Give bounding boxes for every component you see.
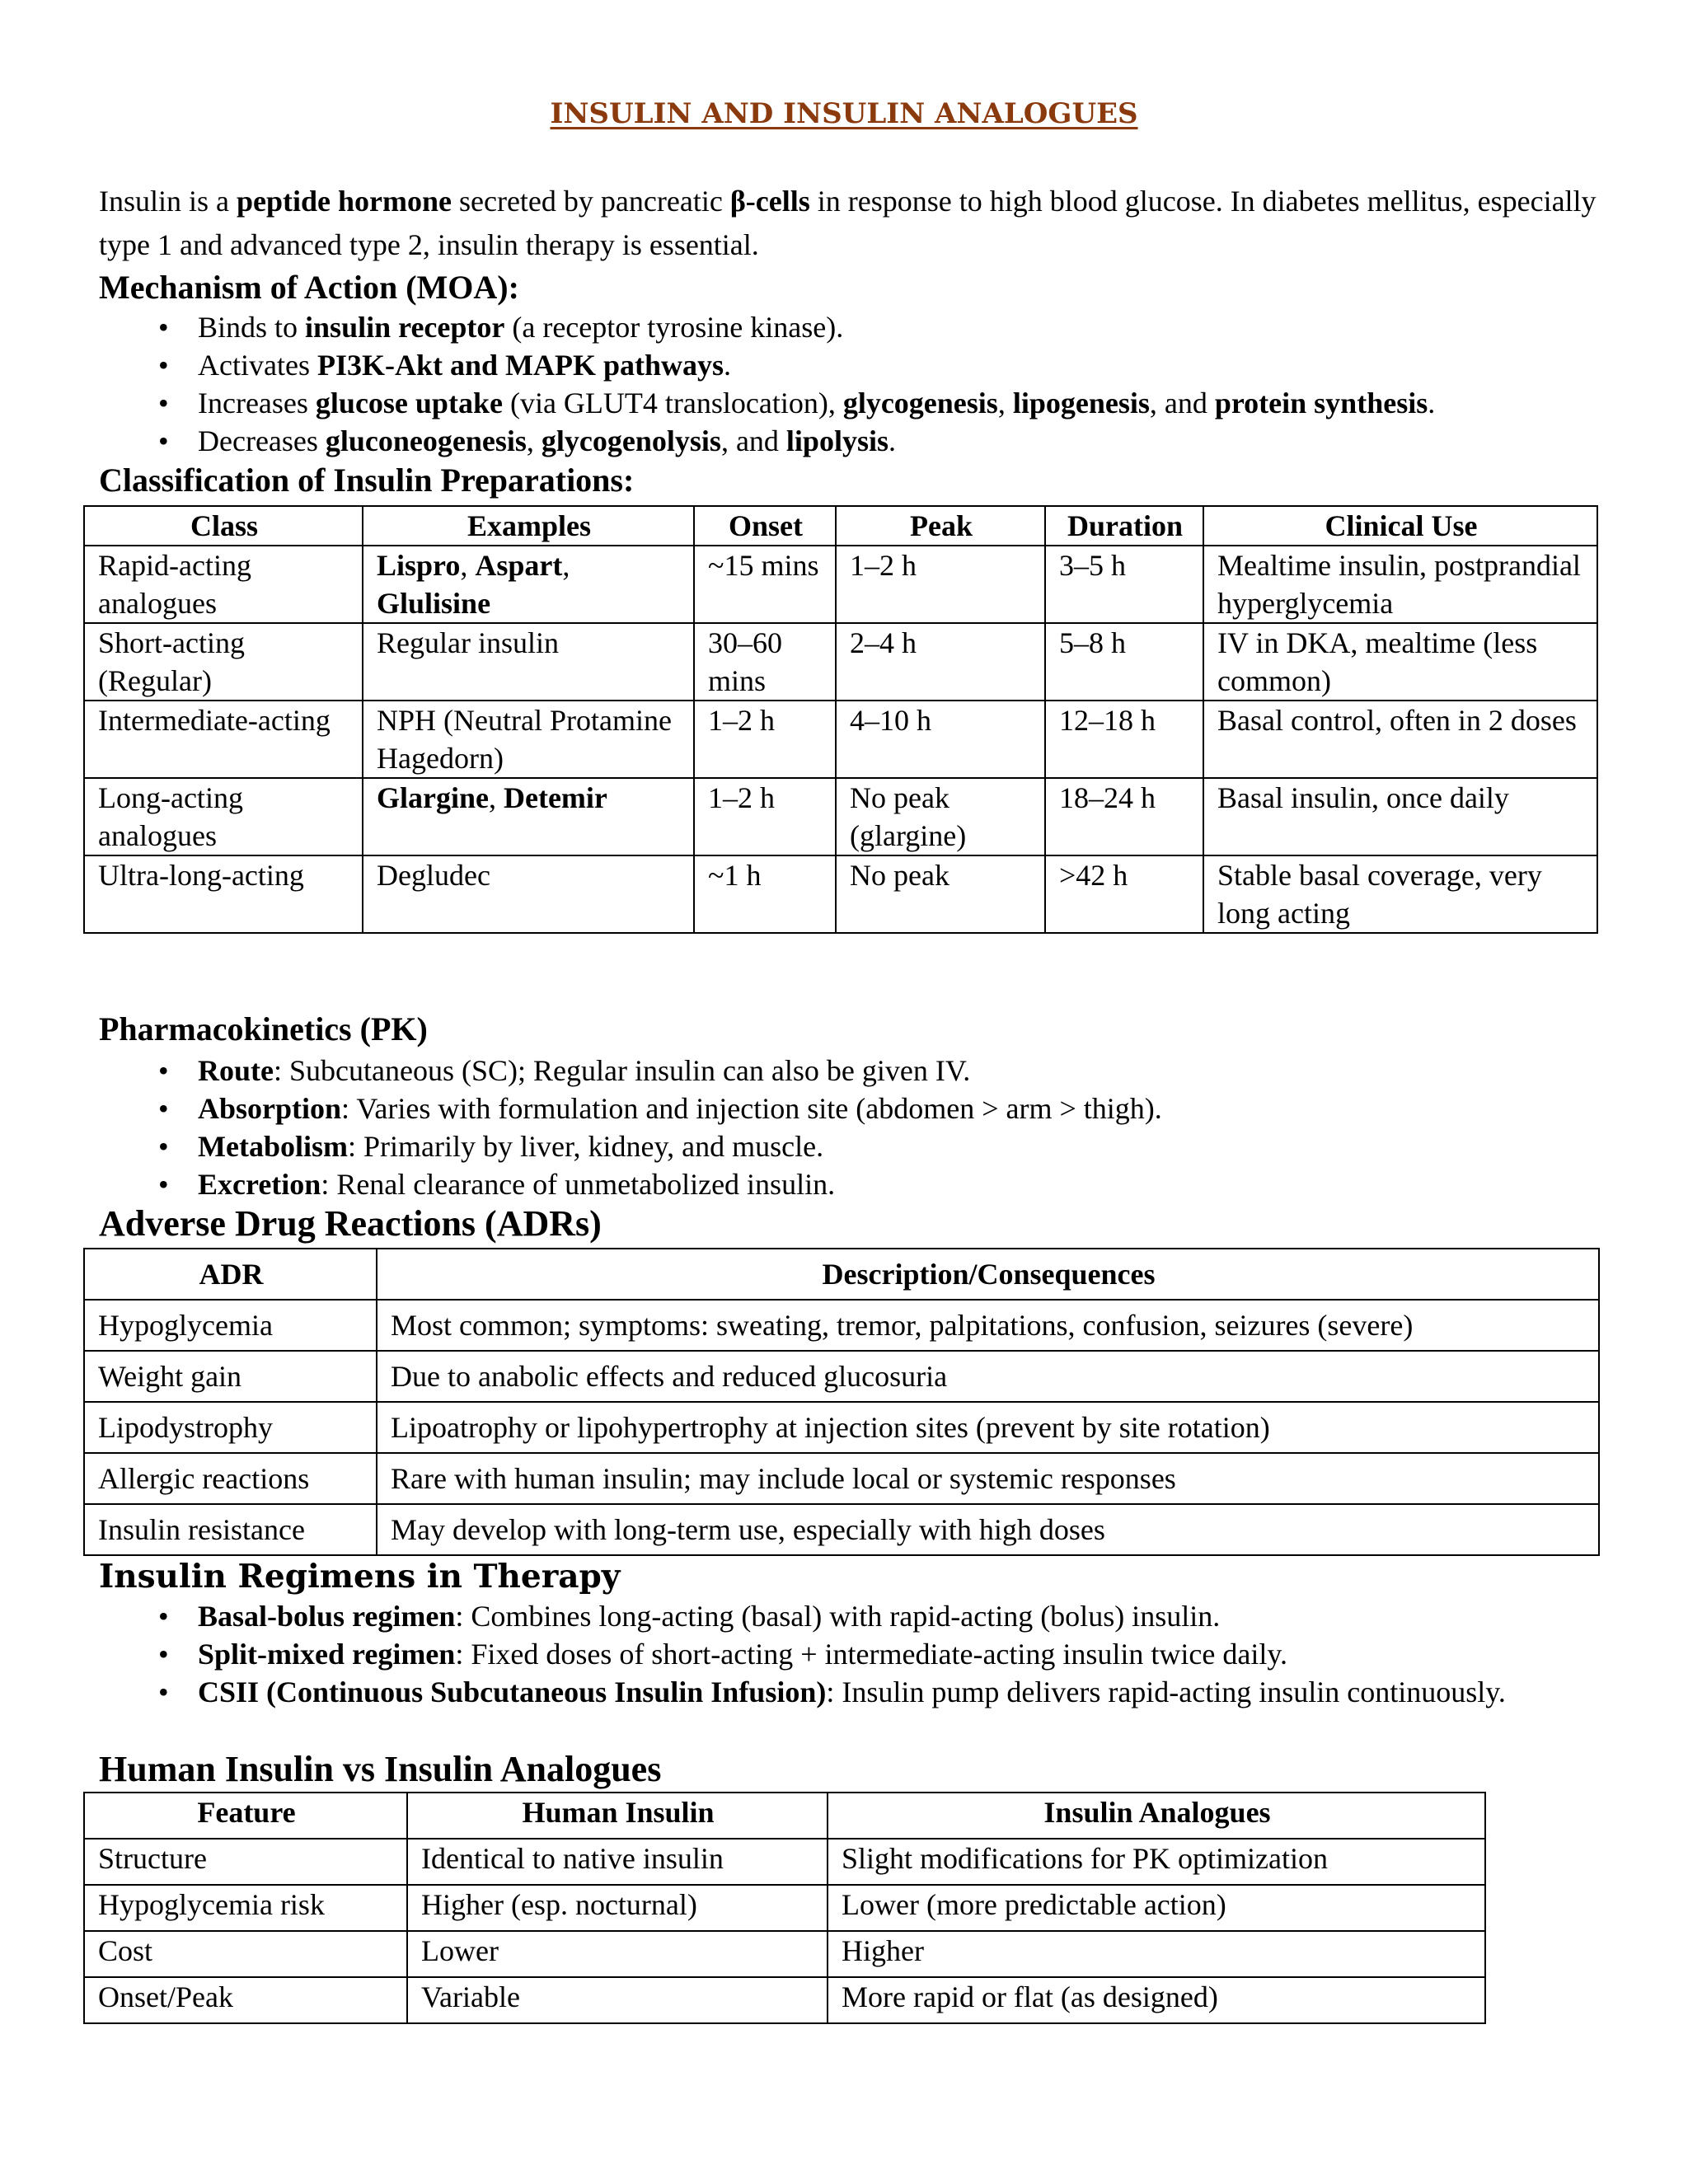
item-text: Decreases bbox=[198, 424, 326, 457]
item-text: : Primarily by liver, kidney, and muscle. bbox=[347, 1130, 824, 1163]
pk-list bbox=[99, 1052, 1582, 1203]
adr-table bbox=[83, 1248, 1600, 1556]
list-item bbox=[99, 1165, 1582, 1203]
item-text: (via GLUT4 translocation), bbox=[502, 387, 843, 419]
table-row bbox=[84, 1300, 1599, 1351]
bullet-icon: • bbox=[158, 1600, 169, 1633]
adr-name-cell: Weight gain bbox=[84, 1351, 377, 1402]
bullet-icon: • bbox=[158, 1054, 169, 1087]
pk-heading: Pharmacokinetics (PK) bbox=[99, 1010, 428, 1047]
list-item bbox=[99, 1635, 1582, 1673]
clinical-use-cell: IV in DKA, mealtime (less common) bbox=[1203, 623, 1597, 701]
column-header: Examples bbox=[363, 506, 694, 546]
table-row bbox=[84, 1504, 1599, 1555]
table-row bbox=[84, 855, 1597, 933]
adr-heading: Adverse Drug Reactions (ADRs) bbox=[99, 1203, 602, 1244]
adr-desc-cell: Due to anabolic effects and reduced glucosuria bbox=[377, 1351, 1599, 1402]
table-row bbox=[84, 1931, 1485, 1977]
bullet-icon: • bbox=[158, 387, 169, 419]
moa-heading: Mechanism of Action (MOA): bbox=[99, 269, 519, 306]
peak-cell: No peak (glargine) bbox=[836, 778, 1045, 855]
analogue-cell: Slight modifications for PK optimization bbox=[828, 1839, 1485, 1885]
duration-cell: 18–24 h bbox=[1045, 778, 1203, 855]
human-insulin-cell: Higher (esp. nocturnal) bbox=[407, 1885, 828, 1931]
list-item bbox=[99, 1597, 1582, 1635]
adr-name-cell: Allergic reactions bbox=[84, 1453, 377, 1504]
adr-name-cell: Hypoglycemia bbox=[84, 1300, 377, 1351]
column-header: Clinical Use bbox=[1203, 506, 1597, 546]
item-text: : Renal clearance of unmetabolized insulin. bbox=[321, 1168, 836, 1201]
intro-text: in response to high blood glucose. In diabetes mellitus, especially type 1 and advanced type 2, insulin therapy is essential. bbox=[99, 185, 1597, 261]
column-header: Human Insulin bbox=[407, 1793, 828, 1839]
peak-cell: 1–2 h bbox=[836, 546, 1045, 623]
table-row bbox=[84, 1839, 1485, 1885]
analogue-cell: Higher bbox=[828, 1931, 1485, 1977]
item-bold: insulin receptor bbox=[305, 311, 505, 344]
bullet-icon: • bbox=[158, 1638, 169, 1671]
peak-cell: No peak bbox=[836, 855, 1045, 933]
feature-cell: Hypoglycemia risk bbox=[84, 1885, 407, 1931]
intro-bold-term: peptide hormone bbox=[237, 185, 452, 218]
example-drug: Glulisine bbox=[377, 587, 491, 620]
clinical-use-cell: Basal control, often in 2 doses bbox=[1203, 701, 1597, 778]
intro-paragraph bbox=[99, 180, 1599, 267]
column-header: Insulin Analogues bbox=[828, 1793, 1485, 1839]
table-header-row bbox=[84, 1249, 1599, 1300]
column-header: Onset bbox=[694, 506, 836, 546]
bullet-icon: • bbox=[158, 1092, 169, 1125]
adr-name-cell: Lipodystrophy bbox=[84, 1402, 377, 1453]
onset-cell: 1–2 h bbox=[694, 701, 836, 778]
item-text: : Combines long-acting (basal) with rapid-acting (bolus) insulin. bbox=[455, 1600, 1221, 1633]
table-row bbox=[84, 623, 1597, 701]
human-insulin-cell: Variable bbox=[407, 1977, 828, 2023]
intro-text: secreted by pancreatic bbox=[452, 185, 730, 218]
bullet-icon: • bbox=[158, 349, 169, 382]
list-item bbox=[99, 1673, 1582, 1711]
item-text: , and bbox=[1149, 387, 1215, 419]
table-row bbox=[84, 701, 1597, 778]
item-bold: Route bbox=[198, 1054, 274, 1087]
intro-bold-term: β-cells bbox=[729, 185, 810, 218]
classification-heading: Classification of Insulin Preparations: bbox=[99, 462, 635, 499]
examples-cell: Regular insulin bbox=[363, 623, 694, 701]
separator: , bbox=[562, 549, 570, 582]
duration-cell: >42 h bbox=[1045, 855, 1203, 933]
item-bold: CSII (Continuous Subcutaneous Insulin Infusion) bbox=[198, 1675, 827, 1708]
clinical-use-cell: Basal insulin, once daily bbox=[1203, 778, 1597, 855]
analogue-cell: More rapid or flat (as designed) bbox=[828, 1977, 1485, 2023]
bullet-icon: • bbox=[158, 1168, 169, 1201]
list-item bbox=[99, 1090, 1582, 1127]
adr-desc-cell: Most common; symptoms: sweating, tremor, palpitations, confusion, seizures (severe) bbox=[377, 1300, 1599, 1351]
column-header: Duration bbox=[1045, 506, 1203, 546]
item-text: , and bbox=[720, 424, 786, 457]
comparison-table bbox=[83, 1792, 1486, 2024]
onset-cell: ~15 mins bbox=[694, 546, 836, 623]
human-insulin-cell: Lower bbox=[407, 1931, 828, 1977]
adr-name-cell: Insulin resistance bbox=[84, 1504, 377, 1555]
class-cell: Long-acting analogues bbox=[84, 778, 363, 855]
table-row bbox=[84, 1351, 1599, 1402]
adr-desc-cell: May develop with long-term use, especially with high doses bbox=[377, 1504, 1599, 1555]
examples-cell bbox=[363, 546, 694, 623]
example-drug: Aspart bbox=[475, 549, 563, 582]
example-drug: Detemir bbox=[503, 781, 607, 814]
examples-cell: Degludec bbox=[363, 855, 694, 933]
peak-cell: 2–4 h bbox=[836, 623, 1045, 701]
separator: , bbox=[460, 549, 476, 582]
item-text: , bbox=[526, 424, 542, 457]
classification-table bbox=[83, 505, 1598, 934]
feature-cell: Cost bbox=[84, 1931, 407, 1977]
column-header: ADR bbox=[84, 1249, 377, 1300]
item-bold: gluconeogenesis bbox=[325, 424, 527, 457]
page-title: INSULIN AND INSULIN ANALOGUES bbox=[550, 97, 1138, 130]
example-drug: Glargine bbox=[377, 781, 489, 814]
column-header: Class bbox=[84, 506, 363, 546]
column-header: Peak bbox=[836, 506, 1045, 546]
table-row bbox=[84, 546, 1597, 623]
clinical-use-cell: Stable basal coverage, very long acting bbox=[1203, 855, 1597, 933]
class-cell: Ultra-long-acting bbox=[84, 855, 363, 933]
separator: , bbox=[488, 781, 504, 814]
list-item bbox=[99, 384, 1582, 422]
item-bold: lipolysis bbox=[785, 424, 889, 457]
item-text: , bbox=[997, 387, 1013, 419]
item-text: : Subcutaneous (SC); Regular insulin can also be given IV. bbox=[274, 1054, 971, 1087]
list-item bbox=[99, 422, 1582, 460]
item-text: : Fixed doses of short-acting + intermediate-acting insulin twice daily. bbox=[455, 1638, 1288, 1671]
feature-cell: Structure bbox=[84, 1839, 407, 1885]
duration-cell: 12–18 h bbox=[1045, 701, 1203, 778]
item-text: : Insulin pump delivers rapid-acting insulin continuously. bbox=[826, 1675, 1506, 1708]
item-text: Increases bbox=[198, 387, 316, 419]
human-insulin-cell: Identical to native insulin bbox=[407, 1839, 828, 1885]
table-row bbox=[84, 1402, 1599, 1453]
table-row bbox=[84, 1885, 1485, 1931]
table-row bbox=[84, 778, 1597, 855]
analogue-cell: Lower (more predictable action) bbox=[828, 1885, 1485, 1931]
bullet-icon: • bbox=[158, 311, 169, 344]
item-bold: Metabolism bbox=[198, 1130, 348, 1163]
intro-text: Insulin is a bbox=[99, 185, 237, 218]
item-bold: PI3K-Akt and MAPK pathways bbox=[316, 349, 724, 382]
item-bold: Absorption bbox=[198, 1092, 342, 1125]
table-row bbox=[84, 1453, 1599, 1504]
item-text: (a receptor tyrosine kinase). bbox=[504, 311, 844, 344]
item-text: . bbox=[888, 424, 896, 457]
adr-desc-cell: Rare with human insulin; may include local or systemic responses bbox=[377, 1453, 1599, 1504]
bullet-icon: • bbox=[158, 1130, 169, 1163]
duration-cell: 5–8 h bbox=[1045, 623, 1203, 701]
item-bold: glycogenesis bbox=[842, 387, 998, 419]
item-bold: Split-mixed regimen bbox=[198, 1638, 456, 1671]
class-cell: Rapid-acting analogues bbox=[84, 546, 363, 623]
bullet-icon: • bbox=[158, 1675, 169, 1708]
onset-cell: ~1 h bbox=[694, 855, 836, 933]
item-bold: Excretion bbox=[198, 1168, 321, 1201]
list-item bbox=[99, 346, 1582, 384]
bullet-icon: • bbox=[158, 424, 169, 457]
examples-cell bbox=[363, 778, 694, 855]
item-bold: lipogenesis bbox=[1012, 387, 1150, 419]
column-header: Feature bbox=[84, 1793, 407, 1839]
item-text: . bbox=[1428, 387, 1436, 419]
onset-cell: 1–2 h bbox=[694, 778, 836, 855]
column-header: Description/Consequences bbox=[377, 1249, 1599, 1300]
examples-cell: NPH (Neutral Protamine Hagedorn) bbox=[363, 701, 694, 778]
item-bold: glucose uptake bbox=[315, 387, 503, 419]
feature-cell: Onset/Peak bbox=[84, 1977, 407, 2023]
item-bold: Basal-bolus regimen bbox=[198, 1600, 456, 1633]
onset-cell: 30–60 mins bbox=[694, 623, 836, 701]
list-item bbox=[99, 1052, 1582, 1090]
adr-desc-cell: Lipoatrophy or lipohypertrophy at injection sites (prevent by site rotation) bbox=[377, 1402, 1599, 1453]
table-header-row bbox=[84, 506, 1597, 546]
clinical-use-cell: Mealtime insulin, postprandial hyperglycemia bbox=[1203, 546, 1597, 623]
item-bold: protein synthesis bbox=[1214, 387, 1428, 419]
table-row bbox=[84, 1977, 1485, 2023]
item-text: Binds to bbox=[198, 311, 306, 344]
item-bold: glycogenolysis bbox=[541, 424, 721, 457]
list-item bbox=[99, 1127, 1582, 1165]
regimens-list bbox=[99, 1597, 1582, 1711]
moa-list bbox=[99, 308, 1582, 460]
list-item bbox=[99, 308, 1582, 346]
peak-cell: 4–10 h bbox=[836, 701, 1045, 778]
duration-cell: 3–5 h bbox=[1045, 546, 1203, 623]
table-header-row bbox=[84, 1793, 1485, 1839]
item-text: . bbox=[724, 349, 732, 382]
comparison-heading: Human Insulin vs Insulin Analogues bbox=[99, 1749, 662, 1789]
class-cell: Intermediate-acting bbox=[84, 701, 363, 778]
class-cell: Short-acting (Regular) bbox=[84, 623, 363, 701]
example-drug: Lispro bbox=[377, 549, 461, 582]
item-text: Activates bbox=[198, 349, 317, 382]
regimens-heading: Insulin Regimens in Therapy bbox=[99, 1558, 621, 1596]
item-text: : Varies with formulation and injection site (abdomen > arm > thigh). bbox=[341, 1092, 1162, 1125]
